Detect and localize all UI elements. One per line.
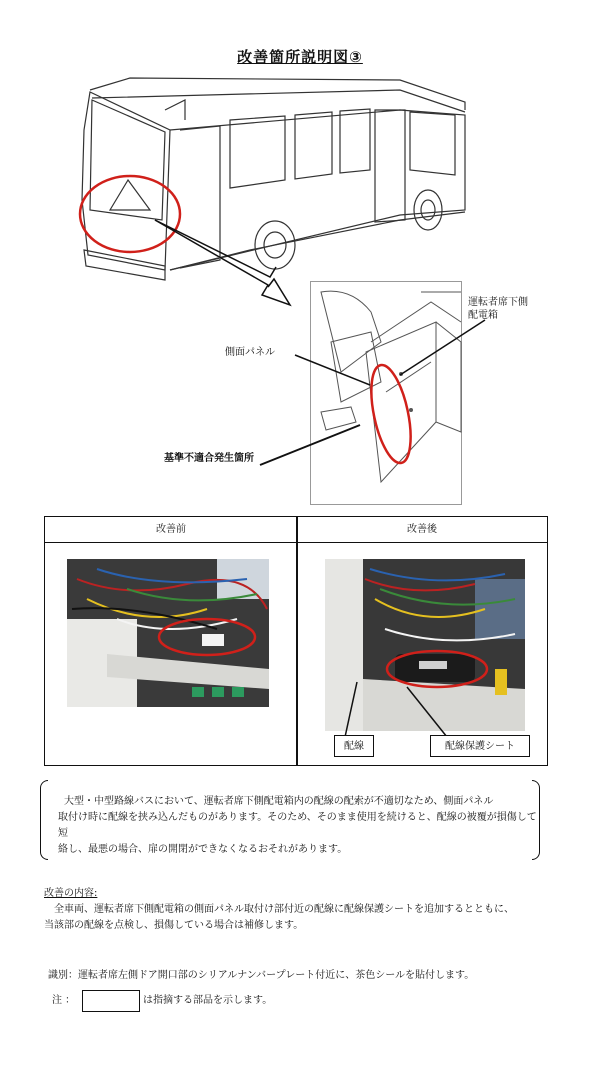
comparison-table [44, 516, 548, 766]
note-prefix: 注 ： [52, 995, 76, 1006]
before-photo [67, 559, 269, 707]
note-suffix: は指摘する部品を示します。 [143, 995, 273, 1006]
defect-description: 大型・中型路線バスにおいて、運転者席下側配電箱内の配線の配索が不適切なため、側面パネル 取付け時に配線を挟み込んだものがあります。そのため、そのまま使用を続けると、配線の被覆が損傷して短 絡し、最悪の場合、扉の開閉ができなくなるおそれがあります。 [58, 796, 537, 855]
bracket-left [40, 780, 48, 860]
after-header: 改善後 [297, 517, 547, 543]
label-side-panel: 側面パネル [225, 347, 275, 358]
note-sample-box [82, 990, 140, 1012]
label-distribution-box: 運転者席下側 配電箱 [468, 297, 528, 321]
improvement-section: 改善の内容: 全車両、運転者席下側配電箱の側面パネル取付け部付近の配線に配線保護シートを追加するとともに、 当該部の配線を点検し、損傷している場合は補修します。 [44, 886, 564, 934]
before-header: 改善前 [45, 517, 297, 543]
label-defect-location: 基準不適合発生箇所 [164, 453, 254, 464]
improvement-heading: 改善の内容: [44, 888, 98, 899]
identification-text: 識別：運転者席左側ドア開口部のシリアルナンバープレート付近に、茶色シールを貼付します。 [48, 970, 475, 981]
label-wiring: 配線 [334, 735, 374, 757]
page-title: 改善箇所説明図③ [237, 48, 363, 66]
label-protection-sheet: 配線保護シート [430, 735, 530, 757]
